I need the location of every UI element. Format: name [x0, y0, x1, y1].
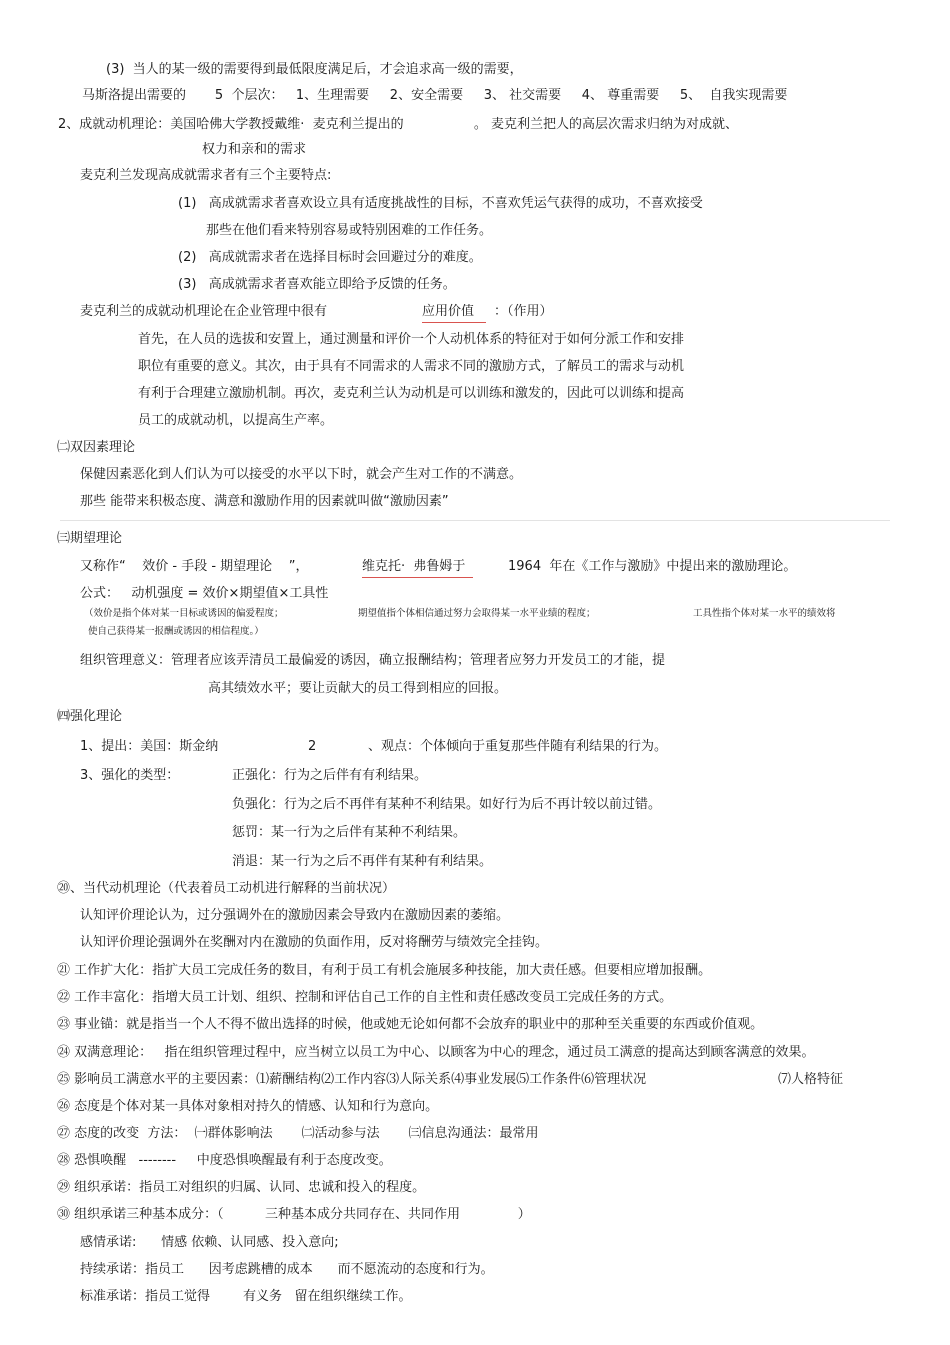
- list-item: 惩罚：某一行为之后伴有某种不利结果。: [232, 825, 467, 840]
- text-line: 感情承诺: 情感 依赖、认同感、投入意向;: [80, 1235, 339, 1250]
- text-line: 麦克利兰的成就动机理论在企业管理中很有: [80, 304, 328, 319]
- text-line: 那些 能带来积极态度、满意和激励作用的因素就叫做“激励因素”: [80, 494, 449, 509]
- numbered-item: ㉗ 态度的改变 方法： ㈠群体影响法 ㈡活动参与法 ㈢信息沟通法：最常用: [57, 1126, 539, 1141]
- numbered-item: ㉕ 影响员工满意水平的主要因素：⑴薪酬结构⑵工作内容⑶人际关系⑷事业发展⑸工作条件⑹管理状况: [57, 1072, 647, 1087]
- numbered-item: ㉚ 组织承诺三种基本成分：（ 三种基本成分共同存在、共同作用 ）: [57, 1207, 531, 1222]
- section-heading: ㈣强化理论: [57, 709, 123, 724]
- underlined-term-text: 应用价值: [422, 303, 486, 323]
- text-line: 认知评价理论认为，过分强调外在的激励因素会导致内在激励因素的萎缩。: [80, 908, 510, 923]
- text-line: 保健因素恶化到人们认为可以接受的水平以下时，就会产生对工作的不满意。: [80, 467, 523, 482]
- section-heading: ㈢期望理论: [57, 531, 123, 546]
- note-line: （效价是指个体对某一目标或诱因的偏爱程度；: [84, 608, 284, 619]
- text-line: 认知评价理论强调外在奖酬对内在激励的负面作用，反对将酬劳与绩效完全挂钩。: [80, 935, 549, 950]
- numbered-item: ㉓ 事业锚：就是指当一个人不得不做出选择的时候，他或她无论如何都不会放弃的职业中的那种至关重要的东西或价值观。: [57, 1017, 764, 1032]
- note-line: 工具性指个体对某一水平的绩效将: [693, 608, 836, 619]
- numbered-item: ㉘ 恐惧唤醒 -------- 中度恐惧唤醒最有利于态度改变。: [57, 1153, 392, 1168]
- note-line: 使自己获得某一报酬或诱因的相信程度。）: [88, 626, 264, 637]
- paragraph-line: 首先，在人员的选拔和安置上，通过测量和评价一个人动机体系的特征对于如何分派工作和安排: [138, 332, 685, 347]
- section-heading: ㈡双因素理论: [57, 440, 136, 455]
- text-line: 3、强化的类型：: [80, 768, 180, 783]
- text-line: 又称作“ 效价 - 手段 - 期望理论 ”，: [80, 559, 309, 574]
- numbered-item: ㉔ 双满意理论： 指在组织管理过程中，应当树立以员工为中心、以顾客为中心的理念，通过员工满意的提高达到顾客满意的效果。: [57, 1045, 815, 1060]
- text-line: 那些在他们看来特别容易或特别困难的工作任务。: [206, 223, 493, 238]
- numbered-item: ㉑ 工作扩大化：指扩大员工完成任务的数目，有利于员工有机会施展多种技能，加大责任感。但要相应增加报酬。: [57, 963, 712, 978]
- paragraph-line: 职位有重要的意义。其次，由于具有不同需求的人需求不同的激励方式，了解员工的需求与动机: [138, 359, 685, 374]
- text-line: 组织管理意义：管理者应该弄清员工最偏爱的诱因，确立报酬结构；管理者应努力开发员工的才能，提: [80, 653, 666, 668]
- text-line: 标准承诺：指员工觉得 有义务 留在组织继续工作。: [80, 1289, 412, 1304]
- text-line: 马斯洛提出需要的 5 个层次： 1、生理需要 2、安全需要 3、 社交需要 4、 尊重需要 5、 自我实现需要: [82, 88, 788, 103]
- paragraph-line: 员工的成就动机，以提高生产率。: [138, 413, 334, 428]
- list-item: 负强化：行为之后不再伴有某种不利结果。如好行为后不再计较以前过错。: [232, 797, 662, 812]
- formula: 公式： 动机强度 = 效价×期望值×工具性: [80, 586, 329, 601]
- list-item: 正强化：行为之后伴有有利结果。: [232, 768, 428, 783]
- divider: [60, 520, 890, 521]
- text-line: ：（作用）: [494, 304, 553, 319]
- paragraph-line: 有利于合理建立激励机制。再次，麦克利兰认为动机是可以训练和激发的，因此可以训练和提高: [138, 386, 685, 401]
- text-line: 2: [308, 739, 317, 754]
- underlined-term: [362, 558, 473, 578]
- list-item: 消退：某一行为之后不再伴有某种有利结果。: [232, 854, 493, 869]
- section-heading: ⑳、当代动机理论（代表着员工动机进行解释的当前状况）: [57, 881, 396, 896]
- numbered-item: ㉙ 组织承诺：指员工对组织的归属、认同、忠诚和投入的程度。: [57, 1180, 426, 1195]
- note-line: 期望值指个体相信通过努力会取得某一水平业绩的程度；: [358, 608, 596, 619]
- text-line: 持续承诺：指员工 因考虑跳槽的成本 而不愿流动的态度和行为。: [80, 1262, 494, 1277]
- numbered-item: ㉒ 工作丰富化：指增大员工计划、组织、控制和评估自己工作的自主性和责任感改变员工完成任务的方式。: [57, 990, 673, 1005]
- underlined-term-text: 维克托· 弗鲁姆于: [362, 558, 473, 578]
- text-line: 高其绩效水平；要让贡献大的员工得到相应的回报。: [208, 681, 508, 696]
- text-line: 1、提出：美国：斯金纳: [80, 739, 219, 754]
- text-line: 、观点：个体倾向于重复那些伴随有利结果的行为。: [368, 739, 668, 754]
- list-item: (2) 高成就需求者在选择目标时会回避过分的难度。: [178, 250, 482, 265]
- text-line: ⑺人格特征: [778, 1072, 844, 1087]
- text-line: 1964 年在《工作与激励》中提出来的激励理论。: [508, 559, 797, 574]
- text-line: 权力和亲和的需求: [202, 142, 307, 157]
- list-item: (1) 高成就需求者喜欢设立具有适度挑战性的目标，不喜欢凭运气获得的成功，不喜欢接受: [178, 196, 703, 211]
- section-heading: 2、成就动机理论：美国哈佛大学教授戴维· 麦克利兰提出的 。 麦克利兰把人的高层次需求归纳为对成就、: [58, 117, 739, 132]
- underlined-term: [422, 303, 486, 323]
- text-line: 麦克利兰发现高成就需求者有三个主要特点:: [80, 168, 332, 183]
- numbered-item: ㉖ 态度是个体对某一具体对象相对持久的情感、认知和行为意向。: [57, 1099, 439, 1114]
- text-line: (3) 当人的某一级的需要得到最低限度满足后，才会追求高一级的需要，: [106, 62, 523, 77]
- list-item: (3) 高成就需求者喜欢能立即给予反馈的任务。: [178, 277, 456, 292]
